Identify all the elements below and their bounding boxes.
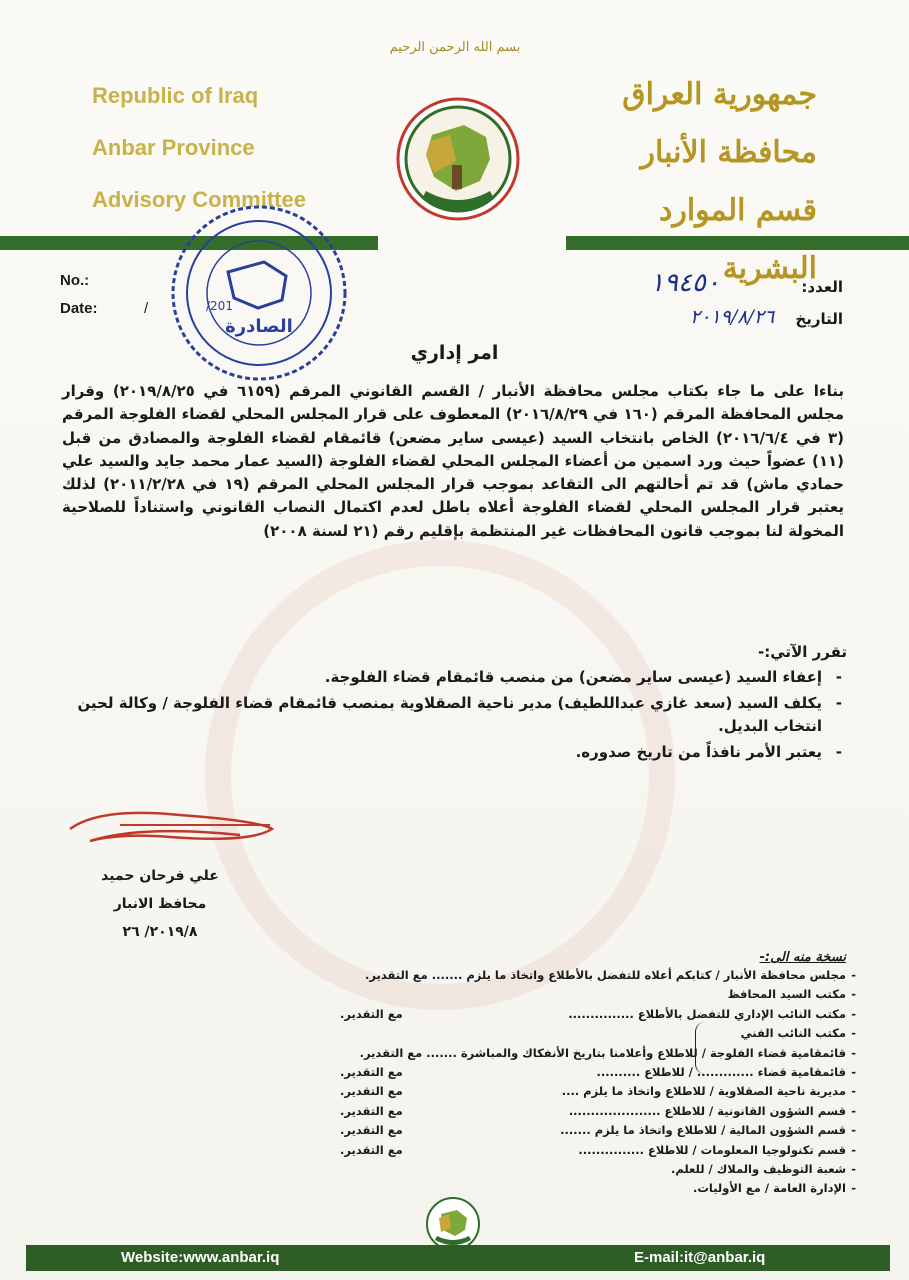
basmala: بسم الله الرحمن الرحيم	[389, 40, 521, 55]
date-slash-en: /	[144, 300, 149, 317]
letterhead-en-line-2: Anbar Province	[92, 135, 255, 160]
anbar-province-logo	[394, 95, 522, 223]
copy-suffix: مع التقدير.	[340, 1084, 403, 1099]
document-title: امر إداري	[410, 342, 499, 364]
copy-suffix: مع التقدير.	[340, 1064, 403, 1079]
order-item: - يعتبر الأمر نافذاً من تاريخ صدوره.	[62, 741, 844, 764]
copy-item	[340, 1082, 846, 1101]
copy-item	[340, 1121, 846, 1140]
copy-text: قسم الشؤون القانونية / للاطلاع .....................	[568, 1103, 846, 1118]
order-item: - يكلف السيد (سعد غازي عبداللطيف) مدير ناحية الصقلاوية بمنصب قائمقام قضاء الفلوجة / وكالة لحين انتخاب البديل.	[62, 692, 844, 738]
copy-text: مكتب السيد المحافظ	[727, 987, 846, 1002]
copy-suffix: مع التقدير.	[340, 1123, 403, 1138]
copy-text: قائمقامية قضاء ............. / للاطلاع ..........	[596, 1064, 846, 1079]
footer-email: E-mail:it@anbar.iq	[634, 1249, 766, 1266]
letterhead-en-line-1: Republic of Iraq	[92, 83, 259, 108]
signatory-date: ٢٠١٩/٨/ ٢٦	[122, 924, 198, 940]
handwritten-signature	[60, 795, 285, 855]
number-label-ar: العدد:	[801, 278, 843, 296]
date-label-en: Date:	[60, 300, 98, 317]
footer-logo	[425, 1196, 481, 1252]
copy-text: قائمقامية قضاء الفلوجة / للاطلاع وأعلامنا بتاريخ الأنفكاك والمباشرة ....... مع التقدير.	[359, 1045, 846, 1060]
copy-suffix: مع التقدير.	[340, 1006, 403, 1021]
letterhead-ar-line-2: محافظة الأنبار	[640, 135, 817, 170]
order-item: - إعفاء السيد (عيسى ساير مضعن) من منصب قائمقام قضاء الفلوجة.	[62, 666, 844, 689]
copy-text: شعبة التوظيف والملاك / للعلم.	[670, 1161, 846, 1176]
signatory-block	[60, 862, 260, 946]
signatory-name: علي فرحان حميد	[101, 868, 219, 884]
watermark-emblem	[205, 540, 675, 1010]
number-label-en: No.:	[60, 272, 90, 289]
handwritten-number: ١٩٤٥٠	[650, 268, 720, 298]
footer-website: Website:www.anbar.iq	[121, 1249, 280, 1266]
handwritten-date: ٢٠١٩/٨/٢٦	[690, 306, 775, 328]
letterhead-ar-line-1: جمهورية العراق	[622, 77, 817, 112]
stamp-center-text: الصادرة	[225, 316, 293, 337]
copy-item	[340, 1179, 846, 1198]
copy-text: مكتب النائب الإداري للتفضل بالأطلاع ...............	[568, 1006, 846, 1021]
copy-text: الإدارة العامة / مع الأوليات.	[692, 1181, 846, 1196]
copy-item	[340, 985, 846, 1004]
copies-list	[340, 966, 846, 1199]
copy-item	[340, 966, 846, 985]
copy-item	[340, 1141, 846, 1160]
copy-suffix: مع التقدير.	[340, 1142, 403, 1157]
signatory-position: محافظ الانبار	[113, 896, 207, 912]
stamp-date: /201	[206, 299, 233, 313]
copy-item	[340, 1160, 846, 1179]
letterhead-arabic	[597, 66, 817, 298]
body-text: بناءا على ما جاء بكتاب مجلس محافظة الأنبار / القسم القانوني المرقم (٦١٥٩ في ٢٠١٩/٨/٢٥) وقرار مجلس المحافظة المرقم (١٦٠ في ٢٠١٦/٨/٢٩) المعطوف على قرار المجلس المحلي لقضاء الفلوجة المرقم (٣ في ٢٠١٦/٦/٤) الخاص بانتخاب السيد (عيسى ساير مضعن) قائمقام لقضاء الفلوجة والمصادق من قبل (١١) عضواً حيث ورد اسمين من أعضاء المجلس المحلي لقضاء الفلوجة (السيد عمار محمد جايد والسيد علي حمادي ماش) قد تم أحالتهم الى التقاعد بموجب قرار المجلس المحلي المرقم (١٩ في ٢٠١١/٢/٢٨) لذلك يعتبر قرار المجلس المحلي لقضاء الفلوجة أعلاه باطل لعدم اكتمال النصاب القانوني واستناداً للصلاحية المخولة لنا بموجب قانون المحافظات غير المنتظمة بإقليم رقم (٢١ لسنة ٢٠٠٨)	[62, 382, 844, 540]
copy-item	[340, 1102, 846, 1121]
header-green-bar-right	[566, 236, 909, 250]
letterhead-ar-line-3: قسم الموارد البشرية	[658, 193, 817, 286]
letterhead-en-line-3: Advisory Committee	[92, 187, 306, 212]
orders-list	[62, 666, 844, 767]
copy-text: مديرية ناحية الصقلاوية / للاطلاع واتخاذ ما يلزم ....	[561, 1084, 846, 1099]
copy-item	[340, 1005, 846, 1024]
copies-title: نسخة منه الى:-	[759, 950, 846, 965]
copy-suffix: مع التقدير.	[340, 1103, 403, 1118]
copy-item	[340, 1044, 846, 1063]
copy-text: قسم تكنولوجيا المعلومات / للاطلاع ...............	[578, 1142, 846, 1157]
date-label-ar: التاريخ	[795, 310, 843, 328]
copy-text: قسم الشؤون المالية / للاطلاع واتخاذ ما يلزم .......	[560, 1123, 846, 1138]
copy-text: مجلس محافظة الأنبار / كتابكم أعلاه للتفضل بالأطلاع واتخاذ ما يلزم ....... مع التقدير.	[365, 968, 846, 982]
body-paragraph	[62, 380, 844, 543]
copy-item	[340, 1063, 846, 1082]
copy-text: مكتب النائب الفني	[740, 1026, 846, 1041]
decides-label: تقرر الآتي:-	[758, 643, 847, 661]
copy-item	[340, 1024, 846, 1043]
